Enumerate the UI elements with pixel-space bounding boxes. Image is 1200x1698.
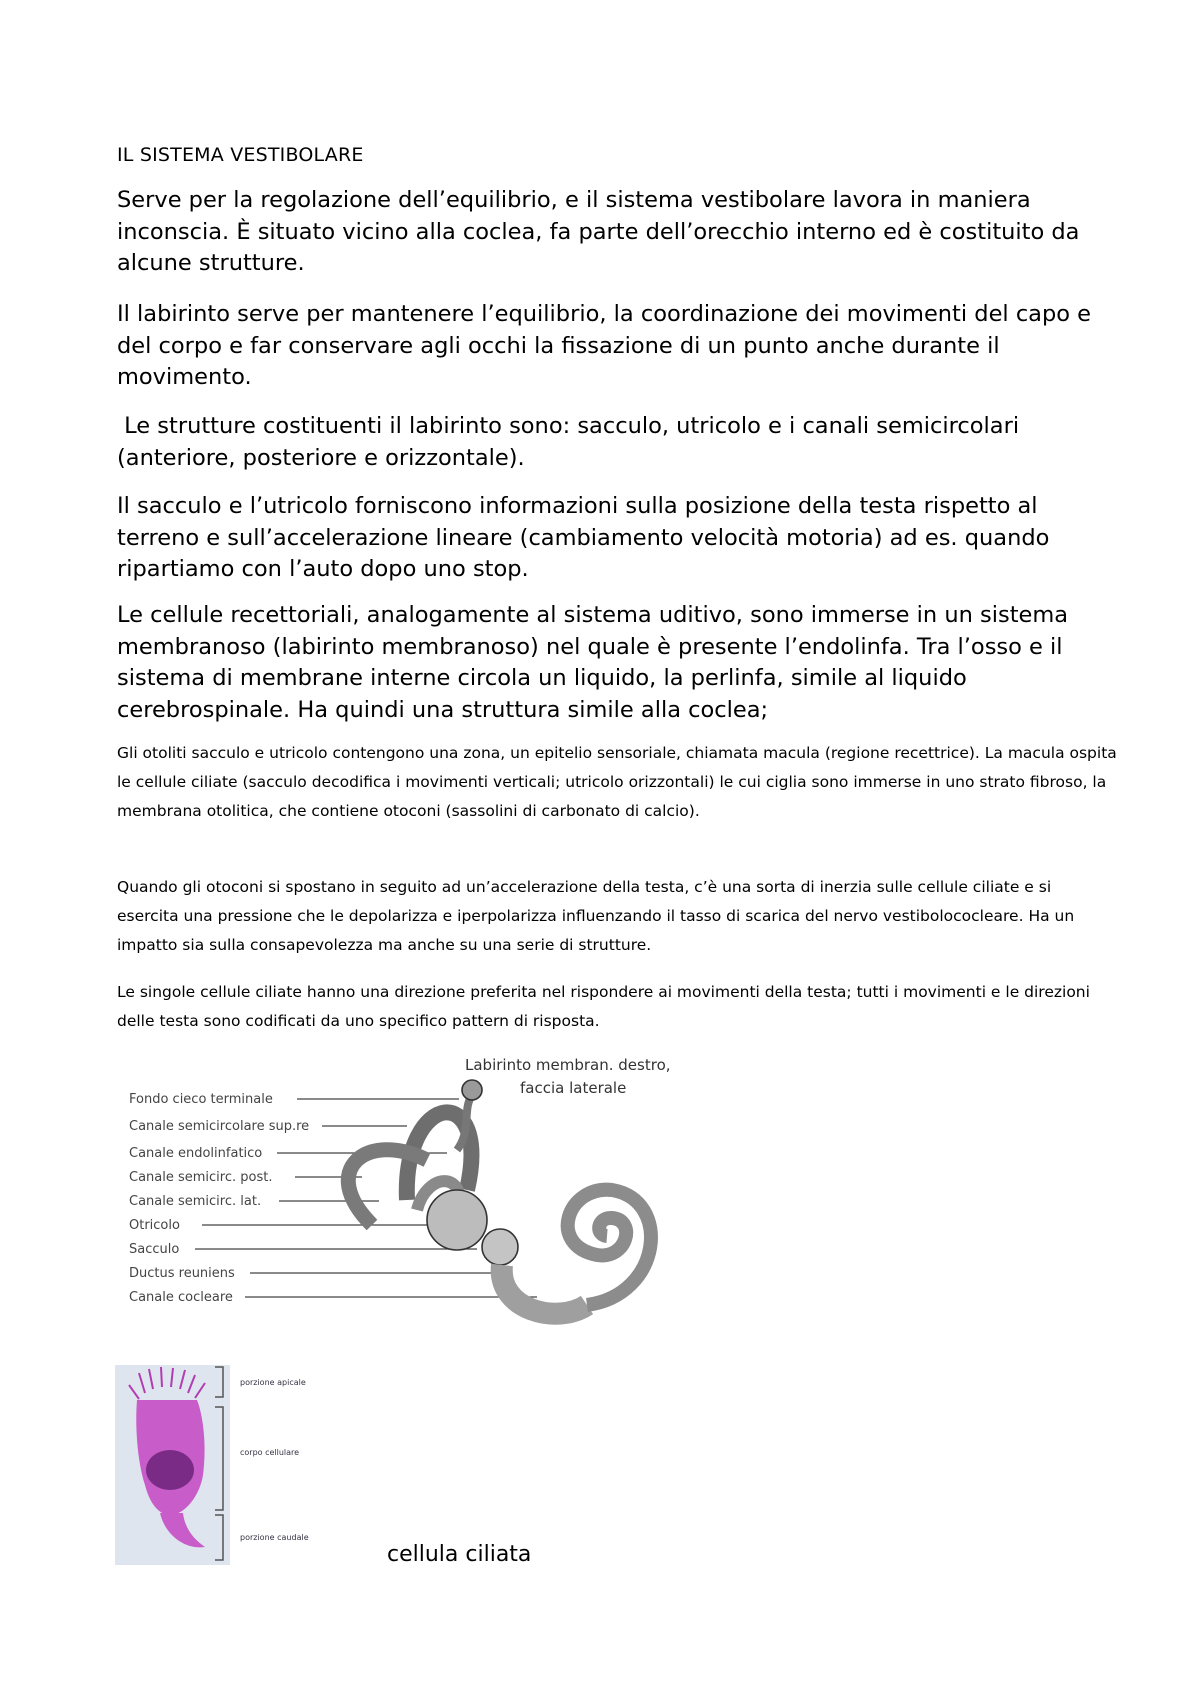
label-canale-cocleare: Canale cocleare <box>129 1290 233 1305</box>
label-canale-post: Canale semicirc. post. <box>129 1170 273 1185</box>
label-otricolo: Otricolo <box>129 1218 180 1233</box>
paragraph-text: Gli otoliti sacculo e utricolo contengono una zona, un epitelio sensoriale, chiamata macula (regione recettrice). La macula ospita le cellule ciliate (sacculo decodifica i movimenti verticali; utricolo orizzontali) le cui ciglia sono immerse in uno strato fibroso, la membrana otolitica, che contiene otoconi (sassolini di carbonato di calcio). <box>117 744 1117 820</box>
label-porzione-caudale: porzione caudale <box>240 1533 309 1542</box>
paragraph-8 <box>117 978 1117 1036</box>
labyrinth-figure <box>117 1050 717 1340</box>
figure-heading: faccia laterale <box>520 1079 627 1097</box>
label-corpo-cellulare: corpo cellulare <box>240 1448 300 1457</box>
label-canale-endolinfatico: Canale endolinfatico <box>129 1146 263 1161</box>
paragraph-7 <box>117 873 1117 960</box>
label-porzione-apicale: porzione apicale <box>240 1378 306 1387</box>
paragraph-text: Quando gli otoconi si spostano in seguito ad un’accelerazione della testa, c’è una sorta di inerzia sulle cellule ciliate e si esercita una pressione che le depolarizza e iperpolarizza influenzando il tasso di scarica del nervo vestibolococleare. Ha un impatto sia sulla consapevolezza ma anche su una serie di strutture. <box>117 878 1075 954</box>
paragraph-1 <box>117 185 1107 280</box>
labyrinth-drawing <box>348 1080 651 1314</box>
paragraph-text: Le singole cellule ciliate hanno una direzione preferita nel rispondere ai movimenti della testa; tutti i movimenti e le direzioni delle testa sono codificati da uno specifico pattern di risposta. <box>117 983 1090 1030</box>
paragraph-text: Serve per la regolazione dell’equilibrio, e il sistema vestibolare lavora in maniera inconscia. È situato vicino alla coclea, fa parte dell’orecchio interno ed è costituito da alcune strutture. <box>117 187 1080 276</box>
paragraph-2 <box>117 299 1107 394</box>
paragraph-6 <box>117 739 1117 826</box>
paragraph-text: Le strutture costituenti il labirinto sono: sacculo, utricolo e i canali semicircolari (anteriore, posteriore e orizzontale). <box>117 413 1027 471</box>
paragraph-text: Il sacculo e l’utricolo forniscono informazioni sulla posizione della testa rispetto al terreno e sull’accelerazione lineare (cambiamento velocità motoria) ad es. quando ripartiamo con l’auto dopo uno stop. <box>117 493 1050 582</box>
label-canale-sup: Canale semicircolare sup.re <box>129 1119 310 1134</box>
label-fondo-cieco: Fondo cieco terminale <box>129 1092 273 1107</box>
figure-heading: Labirinto membran. destro, <box>465 1056 671 1074</box>
paragraph-3 <box>117 411 1107 474</box>
figure-caption: cellula ciliata <box>387 1542 532 1567</box>
paragraph-text: Le cellule recettoriali, analogamente al sistema uditivo, sono immerse in un sistema membranoso (labirinto membranoso) nel quale è presente l’endolinfa. Tra l’osso e il sistema di membrane interne circola un liquido, la perlinfa, simile al liquido cerebrospinale. Ha quindi una struttura simile alla coclea; <box>117 602 1069 723</box>
label-ductus: Ductus reuniens <box>129 1266 235 1281</box>
document-title: IL SISTEMA VESTIBOLARE <box>117 144 364 166</box>
paragraph-5 <box>117 600 1107 726</box>
hair-cell-figure <box>115 1365 385 1565</box>
paragraph-text: Il labirinto serve per mantenere l’equilibrio, la coordinazione dei movimenti del capo e del corpo e far conservare agli occhi la fissazione di un punto anche durante il movimento. <box>117 301 1092 390</box>
paragraph-4 <box>117 491 1107 586</box>
label-sacculo: Sacculo <box>129 1242 180 1257</box>
label-canale-lat: Canale semicirc. lat. <box>129 1194 262 1209</box>
